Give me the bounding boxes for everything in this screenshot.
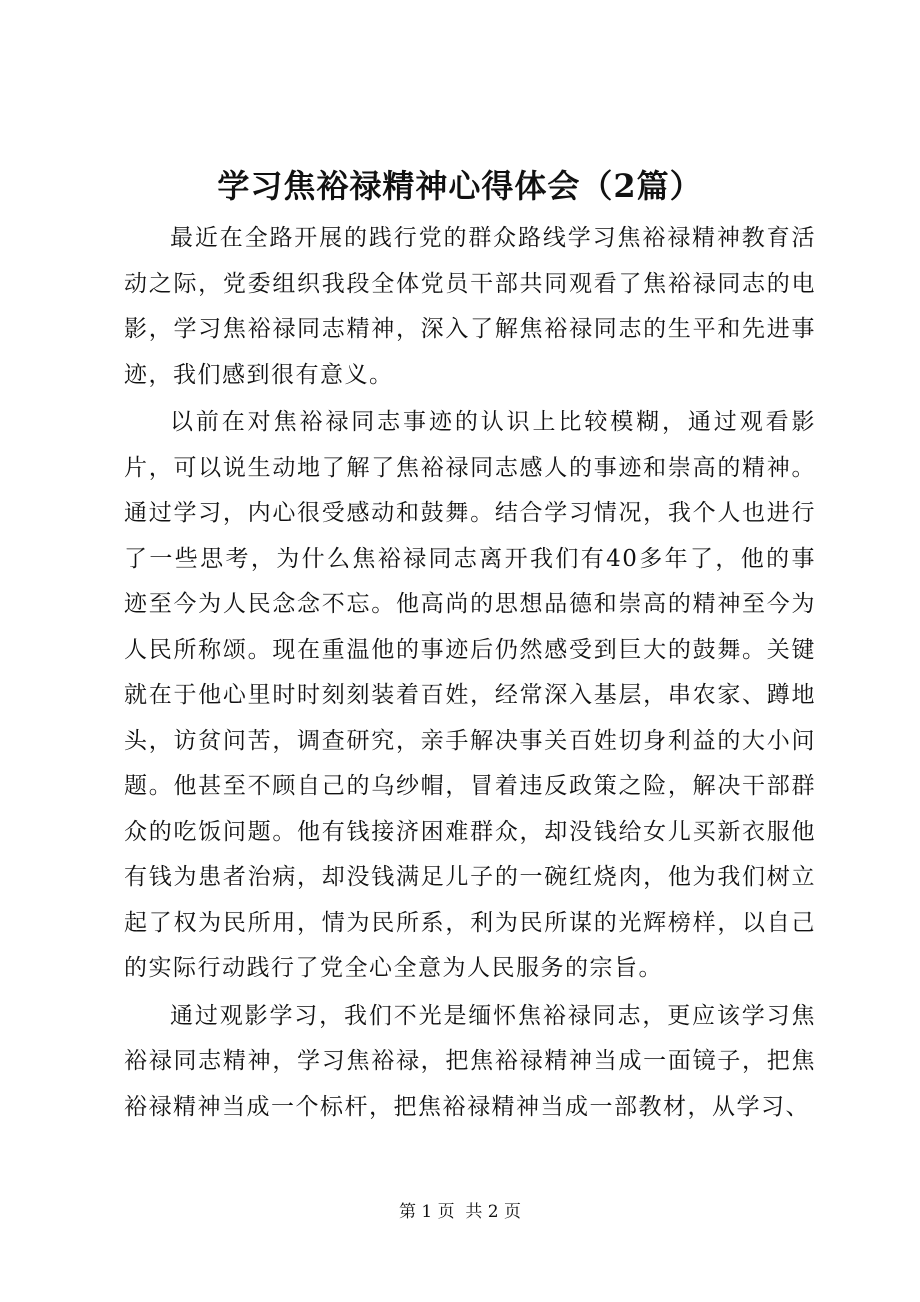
page-footer [0,1198,920,1226]
document-body [124,216,816,1130]
paragraph-1: 最近在全路开展的践行党的群众路线学习焦裕禄精神教育活动之际，党委组织我段全体党员干部共同观看了焦裕禄同志的电影，学习焦裕禄同志精神，深入了解焦裕禄同志的生平和先进事迹，我们感到很有意义。 [124,225,816,388]
document-title: 学习焦裕禄精神心得体会（2篇） [217,167,703,205]
paragraph-2: 以前在对焦裕禄同志事迹的认识上比较模糊，通过观看影片，可以说生动地了解了焦裕禄同志感人的事迹和崇高的精神。通过学习，内心很受感动和鼓舞。结合学习情况，我个人也进行了一些思考，为什么焦裕禄同志离开我们有40多年了，他的事迹至今为人民念念不忘。他高尚的思想品德和崇高的精神至今为人民所称颂。现在重温他的事迹后仍然感受到巨大的鼓舞。关键就在于他心里时时刻刻装着百姓，经常深入基层，串农家、蹲地头，访贫问苦，调查研究，亲手解决事关百姓切身利益的大小问题。他甚至不顾自己的乌纱帽，冒着违反政策之险，解决干部群众的吃饭问题。他有钱接济困难群众，却没钱给女儿买新衣服他有钱为患者治病，却没钱满足儿子的一碗红烧肉，他为我们树立起了权为民所用，情为民所系，利为民所谋的光辉榜样，以自己的实际行动践行了党全心全意为人民服务的宗旨。 [124,409,816,981]
paragraph-3: 通过观影学习，我们不光是缅怀焦裕禄同志，更应该学习焦裕禄同志精神，学习焦裕禄，把焦裕禄精神当成一面镜子，把焦裕禄精神当成一个标杆，把焦裕禄精神当成一部教材，从学习、 [124,1002,816,1120]
page-number-label: 第 1 页 共 2 页 [398,1202,522,1222]
